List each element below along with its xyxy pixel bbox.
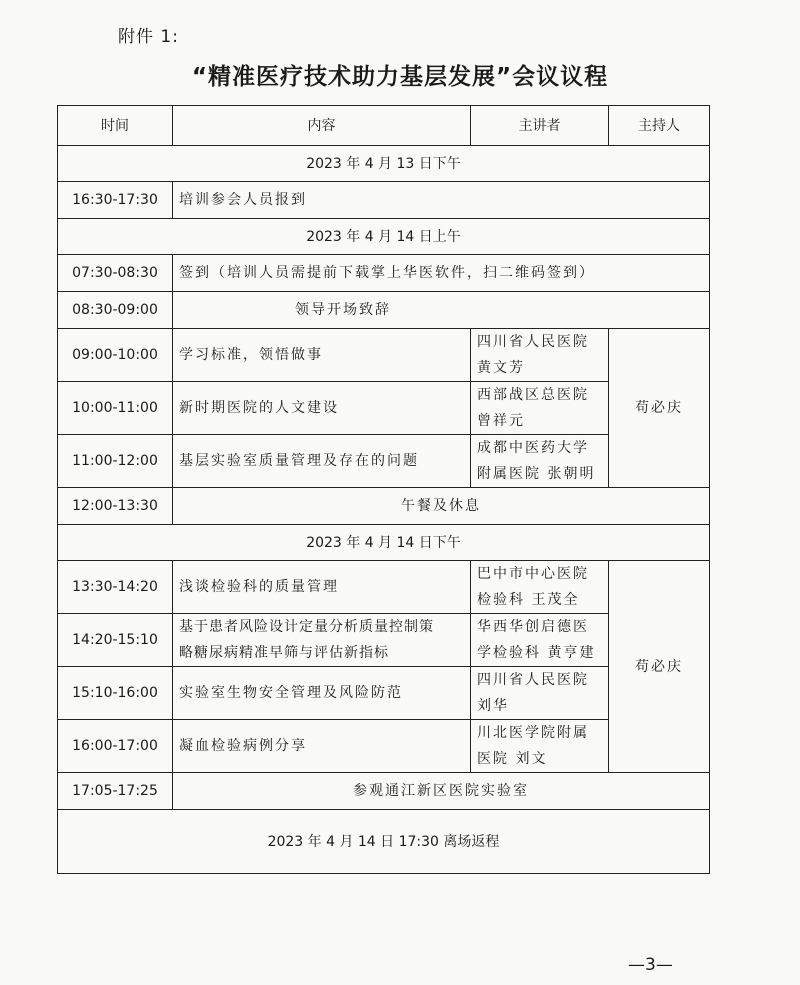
speaker-line: 黄文芳: [477, 360, 525, 376]
table-row: [58, 255, 710, 292]
speaker-line: 检验科 王茂全: [477, 592, 580, 608]
header-time: 时间: [58, 106, 173, 146]
row-content: 凝血检验病例分享: [173, 720, 471, 773]
speaker-line: 医院 刘文: [477, 751, 548, 767]
row-time: 13:30-14:20: [58, 561, 173, 614]
speaker-line: 曾祥元: [477, 413, 525, 429]
row-time: 08:30-09:00: [58, 292, 173, 329]
row-time: 15:10-16:00: [58, 667, 173, 720]
closing-text: 2023 年 4 月 14 日 17:30 离场返程: [58, 810, 710, 874]
section-heading: 2023 年 4 月 14 日下午: [58, 525, 710, 561]
page-number: —3—: [628, 955, 673, 975]
row-speaker: [471, 667, 609, 720]
speaker-line: 川北医学院附属: [477, 725, 589, 741]
row-host: 苟必庆: [609, 561, 710, 773]
row-time: 16:30-17:30: [58, 182, 173, 219]
speaker-line: 西部战区总医院: [477, 387, 589, 403]
header-content: 内容: [173, 106, 471, 146]
row-content: 学习标准，领悟做事: [173, 329, 471, 382]
row-speaker: [471, 382, 609, 435]
speaker-line: 华西华创启德医: [477, 619, 589, 635]
row-time: 09:00-10:00: [58, 329, 173, 382]
section-row: [58, 219, 710, 255]
row-speaker: [471, 614, 609, 667]
row-content: 基层实验室质量管理及存在的问题: [173, 435, 471, 488]
row-speaker: [471, 561, 609, 614]
agenda-table: [57, 105, 710, 874]
content-line: 略糖尿病精准早筛与评估新指标: [179, 645, 389, 661]
row-speaker: [471, 435, 609, 488]
section-heading: 2023 年 4 月 13 日下午: [58, 146, 710, 182]
row-content: [173, 614, 471, 667]
row-time: 07:30-08:30: [58, 255, 173, 292]
table-row: [58, 329, 710, 382]
row-content: 培训参会人员报到: [173, 182, 710, 219]
page-title: “精准医疗技术助力基层发展”会议议程: [191, 64, 609, 90]
row-content: 实验室生物安全管理及风险防范: [173, 667, 471, 720]
speaker-line: 附属医院 张朝明: [477, 466, 596, 482]
row-speaker: [471, 329, 609, 382]
closing-row: [58, 810, 710, 874]
section-row: [58, 525, 710, 561]
header-speaker: 主讲者: [471, 106, 609, 146]
speaker-line: 巴中市中心医院: [477, 566, 589, 582]
speaker-line: 四川省人民医院: [477, 672, 589, 688]
speaker-line: 四川省人民医院: [477, 334, 589, 350]
table-header-row: [58, 106, 710, 146]
section-row: [58, 146, 710, 182]
row-time: 12:00-13:30: [58, 488, 173, 525]
row-time: 10:00-11:00: [58, 382, 173, 435]
row-content: 参观通江新区医院实验室: [173, 773, 710, 810]
speaker-line: 刘华: [477, 698, 509, 714]
row-speaker: [471, 720, 609, 773]
row-time: 11:00-12:00: [58, 435, 173, 488]
section-heading: 2023 年 4 月 14 日上午: [58, 219, 710, 255]
row-time: 16:00-17:00: [58, 720, 173, 773]
row-content: 午餐及休息: [173, 488, 710, 525]
table-row: [58, 488, 710, 525]
attachment-label: 附件 1:: [118, 27, 179, 47]
row-content: 领导开场致辞: [173, 292, 710, 329]
row-time: 17:05-17:25: [58, 773, 173, 810]
speaker-line: 成都中医药大学: [477, 440, 589, 456]
header-host: 主持人: [609, 106, 710, 146]
table-row: [58, 773, 710, 810]
speaker-line: 学检验科 黄亨建: [477, 645, 596, 661]
table-row: [58, 561, 710, 614]
table-row: [58, 292, 710, 329]
row-content: 新时期医院的人文建设: [173, 382, 471, 435]
row-time: 14:20-15:10: [58, 614, 173, 667]
row-content: 签到（培训人员需提前下载掌上华医软件，扫二维码签到）: [173, 255, 710, 292]
table-row: [58, 182, 710, 219]
content-line: 基于患者风险设计定量分析质量控制策: [179, 619, 434, 635]
row-host: 苟必庆: [609, 329, 710, 488]
row-content: 浅谈检验科的质量管理: [173, 561, 471, 614]
